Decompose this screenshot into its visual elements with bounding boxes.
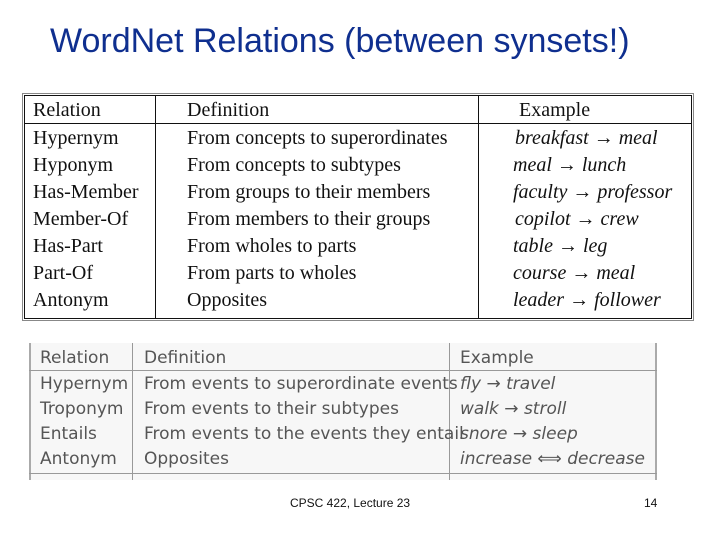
- noun-relation-cell: Member-Of: [33, 208, 129, 230]
- table-right-edge: [655, 343, 657, 480]
- noun-example-cell: copilot → crew: [515, 208, 639, 230]
- header-relation: Relation: [33, 99, 101, 121]
- column-divider: [478, 96, 479, 318]
- header-definition: Definition: [187, 99, 270, 121]
- noun-example-cell: leader → follower: [513, 289, 661, 311]
- noun-relations-table: [24, 95, 692, 319]
- column-divider: [155, 96, 156, 318]
- slide-title: WordNet Relations (between synsets!): [50, 22, 630, 60]
- column-divider: [132, 343, 133, 480]
- noun-definition-cell: From concepts to superordinates: [187, 127, 448, 149]
- verb-definition-cell: From events to superordinate events: [144, 374, 458, 394]
- header-relation: Relation: [40, 348, 110, 368]
- header-divider: [29, 370, 657, 371]
- noun-example-cell: course → meal: [513, 262, 636, 284]
- header-example: Example: [460, 348, 534, 368]
- header-example: Example: [519, 99, 591, 121]
- noun-definition-cell: From concepts to subtypes: [187, 154, 401, 176]
- verb-definition-cell: From events to their subtypes: [144, 399, 399, 419]
- header-definition: Definition: [144, 348, 227, 368]
- verb-relations-table: [29, 343, 657, 480]
- header-divider: [25, 123, 691, 124]
- verb-relation-cell: Hypernym: [40, 374, 129, 394]
- footer-course: CPSC 422, Lecture 23: [290, 496, 411, 510]
- noun-example-cell: breakfast → meal: [515, 127, 658, 149]
- verb-definition-cell: Opposites: [144, 449, 229, 469]
- page-number: 14: [644, 496, 658, 510]
- verb-example-cell: increase ⟺ decrease: [460, 449, 645, 469]
- noun-definition-cell: From parts to wholes: [187, 262, 357, 284]
- noun-example-cell: table → leg: [513, 235, 608, 257]
- noun-example-cell: faculty → professor: [513, 181, 673, 203]
- column-divider: [449, 343, 450, 480]
- verb-example-cell: walk → stroll: [460, 399, 567, 419]
- verb-definition-cell: From events to the events they entail: [144, 424, 464, 444]
- noun-definition-cell: From groups to their members: [187, 181, 431, 203]
- noun-relation-cell: Has-Part: [33, 235, 103, 257]
- noun-relation-cell: Has-Member: [33, 181, 139, 203]
- noun-relation-cell: Hypernym: [33, 127, 119, 149]
- noun-relation-cell: Hyponym: [33, 154, 113, 176]
- noun-definition-cell: Opposites: [187, 289, 267, 311]
- verb-relation-cell: Antonym: [40, 449, 117, 469]
- verb-example-cell: snore → sleep: [460, 424, 578, 444]
- noun-relation-cell: Antonym: [33, 289, 109, 311]
- noun-example-cell: meal → lunch: [513, 154, 627, 176]
- verb-relation-cell: Entails: [40, 424, 97, 444]
- verb-example-cell: fly → travel: [460, 374, 556, 394]
- noun-relation-cell: Part-Of: [33, 262, 93, 284]
- bottom-divider: [29, 473, 657, 474]
- noun-definition-cell: From members to their groups: [187, 208, 431, 230]
- noun-definition-cell: From wholes to parts: [187, 235, 357, 257]
- verb-relation-cell: Troponym: [40, 399, 124, 419]
- table-left-edge: [29, 343, 31, 480]
